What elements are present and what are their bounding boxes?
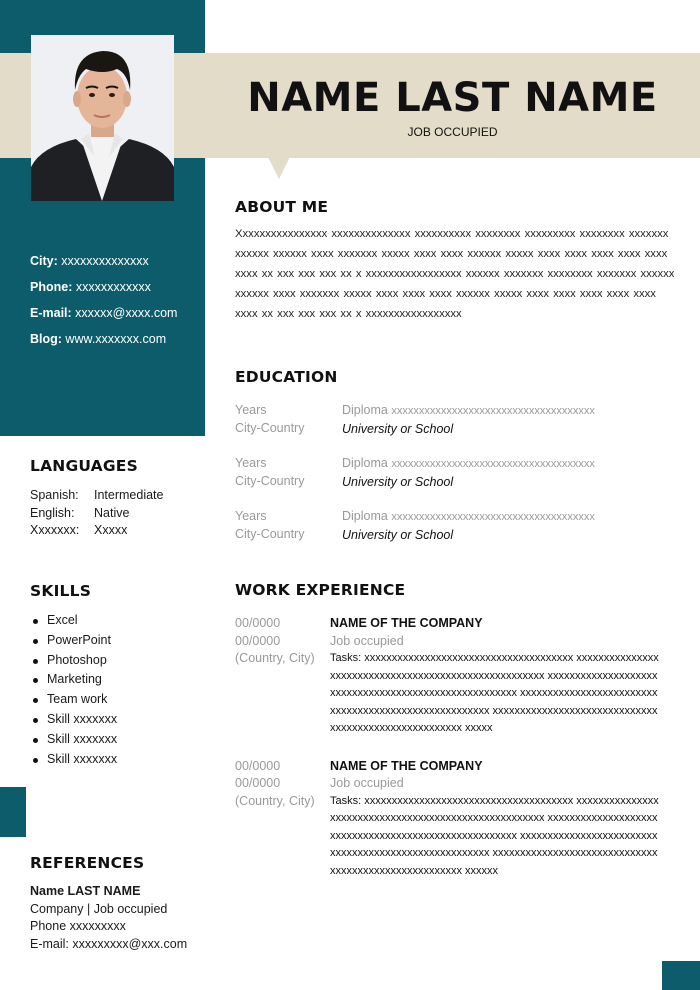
skill-item: Team work xyxy=(30,690,117,710)
contact-phone xyxy=(30,278,177,304)
skills-section xyxy=(30,582,117,769)
contact-label: E-mail: xyxy=(30,306,72,320)
language-level: Intermediate xyxy=(94,488,164,502)
work-role: Job occupied xyxy=(330,776,404,790)
reference-phone: Phone xxxxxxxxx xyxy=(30,919,126,933)
education-location: City-Country xyxy=(235,420,305,435)
contact-label: Blog: xyxy=(30,332,62,346)
education-diploma: Diploma xyxy=(342,509,388,523)
languages-heading: LANGUAGES xyxy=(30,457,138,475)
work-heading: WORK EXPERIENCE xyxy=(235,581,406,599)
education-years: Years xyxy=(235,403,267,417)
skills-heading: SKILLS xyxy=(30,582,92,600)
profile-photo xyxy=(31,35,174,201)
education-institution: University or School xyxy=(342,527,454,542)
work-tasks: Tasks: xxxxxxxxxxxxxxxxxxxxxxxxxxxxxxxxxxxxxx xxxxxxxxxxxxxxxxxxxxxxxxxxxxxxxxxxxxxxxxxxxxxxxxxxxxxx xxxxxxxxxxxxxxxxxxxxxxxxxxxxxxxxxxxxxxxxxxxxxxxxxxxxxx xxxxxxxxxxxxxxxxxxxxxxxxxxxxxxxxxxxxxxxxxxxxxxxxxxxxxx xxxxxxxxxxxxxxxxxxxxxxxxxxxxxxxxxxxxxxxxxxxxxxxxxxxxxx xxxxx xyxy=(330,652,659,734)
work-end-date: 00/0000 xyxy=(235,633,281,648)
contact-value: www.xxxxxxx.com xyxy=(65,332,167,346)
work-start-date: 00/0000 xyxy=(235,758,281,773)
language-row xyxy=(30,522,163,540)
education-entry xyxy=(235,455,675,491)
work-section xyxy=(235,581,675,880)
reference-company: Company | Job occupied xyxy=(30,901,168,916)
reference-email: E-mail: xxxxxxxxx@xxx.com xyxy=(30,936,188,951)
full-name: NAME LAST NAME xyxy=(247,75,658,121)
contact-label: City: xyxy=(30,254,58,268)
language-name: English: xyxy=(30,505,75,520)
work-location: (Country, City) xyxy=(235,651,315,665)
contact-city xyxy=(30,252,177,278)
skill-item: Excel xyxy=(30,611,117,631)
education-section xyxy=(235,368,675,544)
work-role: Job occupied xyxy=(330,633,404,648)
decorative-corner xyxy=(662,961,700,990)
contact-value: xxxxxxxxxxxxxx xyxy=(61,254,149,268)
education-entry xyxy=(235,402,675,438)
about-text: Xxxxxxxxxxxxxxxx xxxxxxxxxxxxxx xxxxxxxxxx xxxxxxxx xxxxxxxxx xxxxxxxx xxxxxxx xxxxxx xxxxxx xxxx xxxxxxx xxxxx xxxx xxxx xxxxxx xxxxx xxxx xxxx xxxx xxxx xxxx xxxx xx xxx xxx xxx xx x xxxxxxxxxxxxxxxxx xxxxxx xxxxxxx xxxxxxxx xxxxxxx xxxxxx xxxxxx xxxx xxxxxxx xxxxx xxxx xxxx xxxx xxxxxx xxxxx xxxx xxxx xxxx xxxx xxxx xxxx xx xxx xxx xxx xx x xxxxxxxxxxxxxxxxx xyxy=(235,228,675,320)
language-row xyxy=(30,505,163,523)
contact-label: Phone: xyxy=(30,280,73,294)
about-heading: ABOUT ME xyxy=(235,198,329,216)
reference-name: Name LAST NAME xyxy=(30,884,141,898)
education-institution: University or School xyxy=(342,421,454,436)
language-level: Xxxxx xyxy=(94,523,128,537)
work-entry xyxy=(235,758,675,881)
skill-item: Skill xxxxxxx xyxy=(30,750,117,770)
education-location: City-Country xyxy=(235,473,305,488)
skill-item: Photoshop xyxy=(30,651,117,671)
decorative-tab xyxy=(0,787,26,837)
education-institution: University or School xyxy=(342,474,454,489)
education-diploma: Diploma xyxy=(342,456,388,470)
reference-entry xyxy=(30,883,187,953)
job-title: JOB OCCUPIED xyxy=(407,125,498,139)
skill-item: Marketing xyxy=(30,670,117,690)
contact-info xyxy=(30,252,177,356)
contact-blog xyxy=(30,330,177,356)
contact-value: xxxxxx@xxxx.com xyxy=(75,306,178,320)
language-name: Spanish: xyxy=(30,488,79,502)
contact-email xyxy=(30,304,177,330)
work-end-date: 00/0000 xyxy=(235,776,281,790)
education-diploma-detail: xxxxxxxxxxxxxxxxxxxxxxxxxxxxxxxxxxxxx xyxy=(391,458,595,470)
work-company: NAME OF THE COMPANY xyxy=(330,758,483,773)
work-tasks: Tasks: xxxxxxxxxxxxxxxxxxxxxxxxxxxxxxxxxxxxxx xxxxxxxxxxxxxxxxxxxxxxxxxxxxxxxxxxxxxxxxxxxxxxxxxxxxxx xxxxxxxxxxxxxxxxxxxxxxxxxxxxxxxxxxxxxxxxxxxxxxxxxxxxxx xxxxxxxxxxxxxxxxxxxxxxxxxxxxxxxxxxxxxxxxxxxxxxxxxxxxxx xxxxxxxxxxxxxxxxxxxxxxxxxxxxxxxxxxxxxxxxxxxxxxxxxxxxxx xxxxxx xyxy=(330,794,659,877)
skill-item: Skill xxxxxxx xyxy=(30,710,117,730)
language-name: Xxxxxxx: xyxy=(30,523,80,537)
languages-section xyxy=(30,457,163,540)
work-location: (Country, City) xyxy=(235,793,315,808)
contact-value: xxxxxxxxxxxx xyxy=(75,280,151,294)
references-section xyxy=(30,854,187,953)
education-years: Years xyxy=(235,509,267,523)
education-diploma-detail: xxxxxxxxxxxxxxxxxxxxxxxxxxxxxxxxxxxxx xyxy=(391,405,595,417)
work-entry xyxy=(235,615,675,738)
education-heading: EDUCATION xyxy=(235,368,338,386)
education-years: Years xyxy=(235,456,267,470)
header-pointer xyxy=(268,157,290,179)
education-diploma: Diploma xyxy=(342,403,388,417)
education-entry xyxy=(235,508,675,544)
education-diploma-detail: xxxxxxxxxxxxxxxxxxxxxxxxxxxxxxxxxxxxx xyxy=(391,511,595,523)
languages-list xyxy=(30,487,163,540)
language-row xyxy=(30,487,163,505)
skill-item: Skill xxxxxxx xyxy=(30,730,117,750)
references-heading: REFERENCES xyxy=(30,854,145,872)
about-section xyxy=(235,198,675,324)
education-location: City-Country xyxy=(235,526,305,541)
person-portrait-icon xyxy=(31,35,174,201)
language-level: Native xyxy=(94,505,130,520)
skills-list xyxy=(30,611,117,769)
work-company: NAME OF THE COMPANY xyxy=(330,616,483,630)
skill-item: PowerPoint xyxy=(30,631,117,651)
work-start-date: 00/0000 xyxy=(235,616,281,630)
